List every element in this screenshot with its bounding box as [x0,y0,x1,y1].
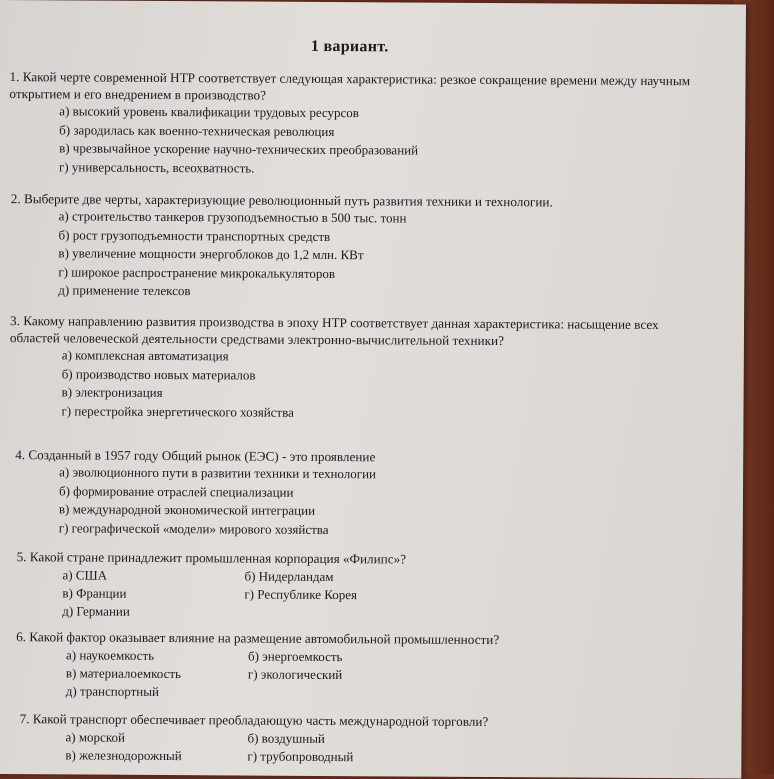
option-a: а) США [62,567,108,583]
question-2 [10,190,701,304]
option-v: в) Франции [62,585,127,601]
question-6 [16,628,706,704]
options-grid [62,566,696,624]
option-b: б) производство новых материалов [61,365,256,383]
question-4 [15,446,696,541]
option-v: в) чрезвычайное ускорение научно-технических преобразований [59,140,419,158]
option-d: д) применение телексов [58,282,191,299]
options-grid [66,646,706,704]
option-a: а) комплексная автоматизация [61,347,229,364]
option-g: г) перестройка энергетического хозяйства [61,402,294,420]
option-v: в) материалоемкость [65,665,182,682]
option-v: в) международной экономической интеграции [58,501,316,518]
question-text: 6. Какой фактор оказывает влияние на размещение автомобильной промышленности? [16,629,500,648]
options-list [59,102,699,180]
option-b: б) энергоемкость [247,648,343,665]
page-title: 1 вариант. [310,37,389,56]
option-g: г) широкое распространение микрокалькуляторов [58,263,336,281]
question-text: 3. Какому направлению развития производства в эпоху НТР соответствует данная характеристика: насыщение всех областей человеческой деятельности средствами электронно-вычислительной техники? [9,313,659,349]
option-v: в) электронизация [61,384,163,401]
option-v: в) увеличение мощности энергоблоков до 1,2 млн. КВт [58,245,364,263]
question-text: 7. Какой транспорт обеспечивает преобладающую часть международной торговли? [19,711,489,729]
option-g: г) Республике Корея [244,586,358,603]
option-b: б) Нидерландам [244,568,334,585]
options-grid [65,728,709,768]
question-7 [19,710,709,768]
option-a: а) эволюционного пути в развитии техники и технологии [59,464,377,482]
option-g: г) географической «модели» мирового хозяйства [58,519,329,537]
option-b: б) рост грузоподъемности транспортных средств [58,226,331,244]
option-b: б) формирование отраслей специализации [58,482,294,500]
question-text: 5. Какой стране принадлежит промышленная корпорация «Филипс»? [16,549,407,567]
option-g: г) трубопроводный [247,748,354,765]
option-d: д) транспортный [65,683,159,699]
options-list [59,463,695,541]
question-5 [16,548,696,624]
option-g: г) экологический [247,666,343,683]
option-g: г) универсальность, всеохватность. [58,158,255,176]
question-text: 1. Какой черте современной НТР соответствует следующая характеристика: резкое сокращение времени между научным открытием и его внедрением в производство? [9,69,691,103]
option-a: а) морской [65,729,126,745]
option-b: б) воздушный [247,730,325,746]
options-list [58,207,701,303]
question-text: 4. Созданный в 1957 году Общий рынок (ЕЭС) - это проявление [15,447,376,465]
question-3 [9,312,670,424]
option-d: д) Германии [62,603,130,619]
question-text: 2. Выберите две черты, характеризующие революционный путь развития техники и технологии. [10,191,553,210]
option-b: б) зародилась как военно-техническая революция [59,121,335,139]
option-v: в) железнодорожный [65,747,182,764]
option-a: а) высокий уровень квалификации трудовых ресурсов [59,103,360,121]
question-1 [9,68,700,180]
options-list [61,346,669,424]
option-a: а) наукоемкость [65,647,155,663]
option-a: а) строительство танкеров грузоподъемностью в 500 тыс. тонн [58,208,407,226]
